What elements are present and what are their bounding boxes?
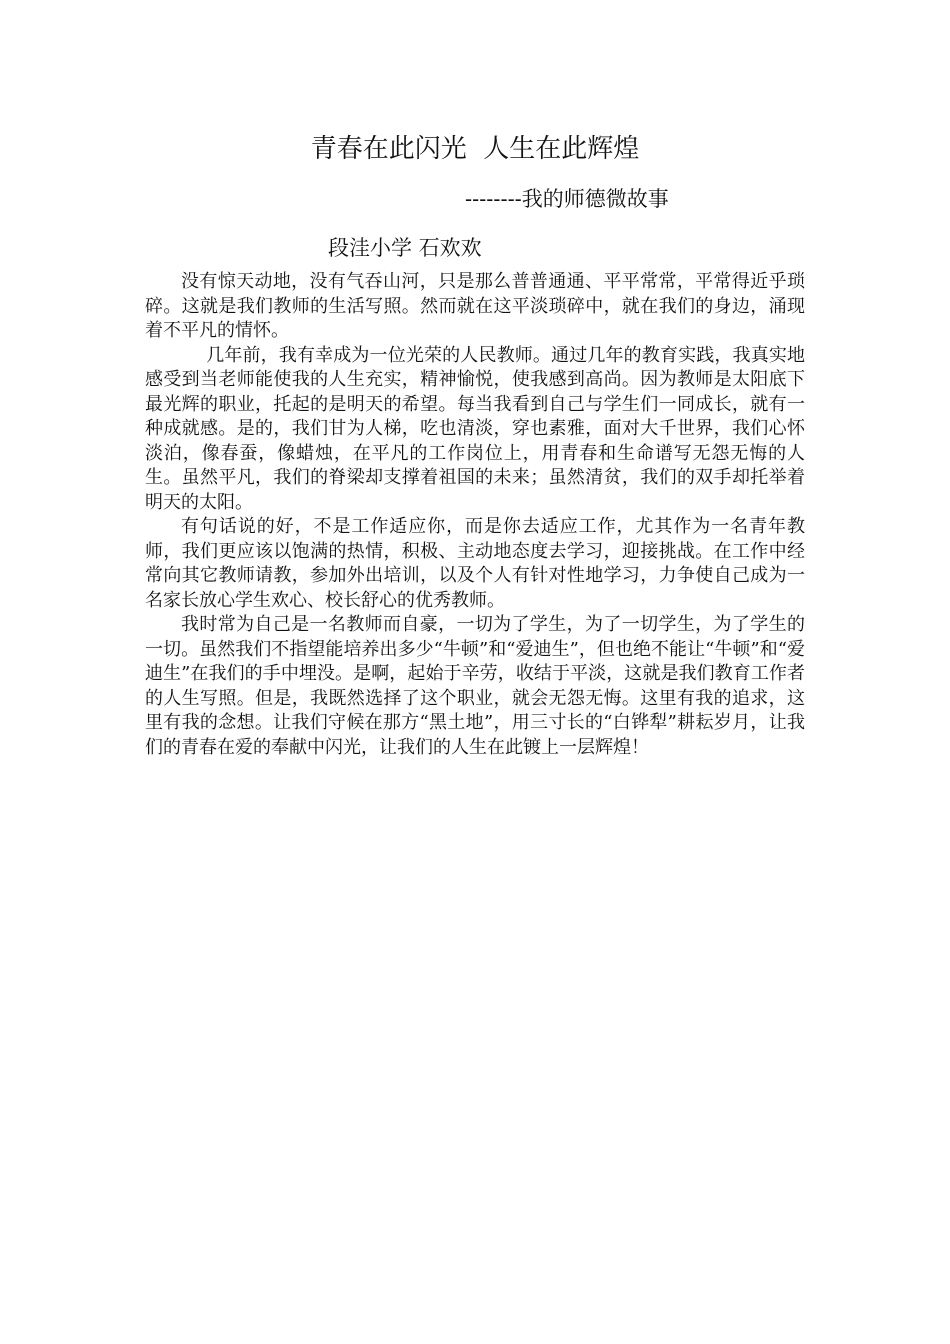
document-subtitle: --------我的师德微故事: [465, 187, 669, 211]
paragraph-2: 几年前，我有幸成为一位光荣的人民教师。通过几年的教育实践，我真实地感受到当老师能使我的人生充实，精神愉悦，使我感到高尚。因为教师是太阳底下最光辉的职业，托起的是明天的希望。每当我看到自己与学生们一同成长，就有一种成就感。是的，我们甘为人梯，吃也清淡，穿也素雅，面对大千世界，我们心怀淡泊，像春蚕，像蜡烛，在平凡的工作岗位上，用青春和生命谱写无怨无悔的人生。虽然平凡，我们的脊梁却支撑着祖国的未来；虽然清贫，我们的双手却托举着明天的太阳。: [145, 344, 805, 513]
document-title: 青春在此闪光 人生在此辉煌: [310, 134, 640, 164]
paragraph-3: 有句话说的好，不是工作适应你，而是你去适应工作，尤其作为一名青年教师，我们更应该以饱满的热情，积极、主动地态度去学习，迎接挑战。在工作中经常向其它教师请教，参加外出培训，以及个人有针对性地学习，力争使自己成为一名家长放心学生欢心、校长舒心的优秀教师。: [145, 516, 805, 611]
paragraph-1: 没有惊天动地，没有气吞山河，只是那么普普通通、平平常常，平常得近乎琐碎。这就是我们教师的生活写照。然而就在这平淡琐碎中，就在我们的身边，涌现着不平凡的情怀。: [145, 271, 805, 341]
paragraph-4: 我时常为自己是一名教师而自豪，一切为了学生，为了一切学生，为了学生的一切。虽然我们不指望能培养出多少“牛顿”和“爱迪生”，但也绝不能让“牛顿”和“爱迪生”在我们的手中埋没。是啊，起始于辛劳，收结于平淡，这就是我们教育工作者的人生写照。但是，我既然选择了这个职业，就会无怨无悔。这里有我的追求，这里有我的念想。让我们守候在那方“黑土地”，用三寸长的“白铧犁”耕耘岁月，让我们的青春在爱的奉献中闪光，让我们的人生在此镀上一层辉煌！: [145, 614, 805, 758]
body-text: [145, 270, 805, 760]
author-line: 段洼小学 石欢欢: [328, 236, 482, 260]
